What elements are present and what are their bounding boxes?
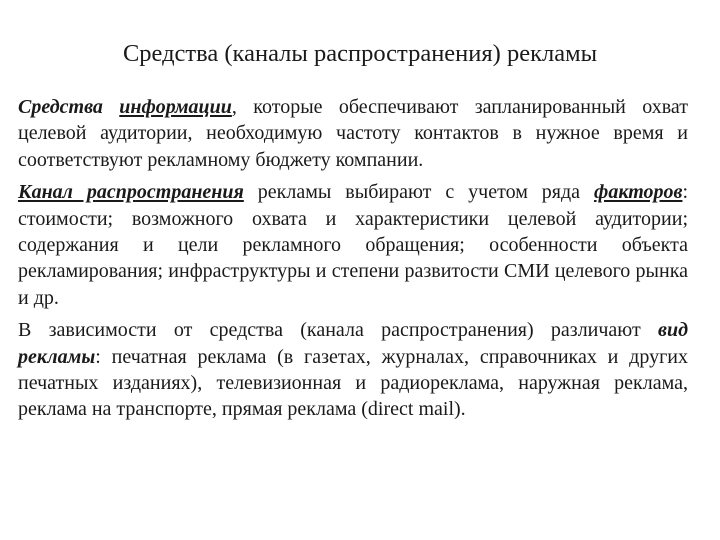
text: [103, 96, 119, 118]
paragraph-channel: [18, 179, 688, 311]
text: В зависимости от средства (канала распространения) различают: [18, 319, 659, 342]
slide-body: [18, 94, 688, 429]
term-information: информации: [119, 96, 232, 118]
text: рекламы выбирают с учетом ряда: [243, 181, 595, 204]
paragraph-media: [18, 94, 688, 173]
text: , которые обеспечивают запланированный охват целевой аудитории, необходимую частоту контактов в нужное время и соответствуют рекламному бюджету компании.: [18, 96, 689, 171]
term-factors: факторов: [594, 181, 683, 204]
slide-title: Средства (каналы распространения) рекламы: [122, 40, 598, 67]
term-channel: Канал распространения: [18, 181, 244, 204]
paragraph-types: [18, 317, 688, 423]
text: : стоимости; возможного охвата и характеристики целевой аудитории; содержания и цели рекламного обращения; особенности объекта рекламирования; инфраструктуры и степени развитости СМИ целевого рынка и др.: [18, 181, 689, 309]
term-media: Средства: [18, 96, 103, 118]
term-ad-type: вид рекламы: [18, 319, 688, 368]
text: : печатная реклама (в газетах, журналах, справочниках и других печатных изданиях), телевизионная и радиореклама, наружная реклама, реклама на транспорте, прямая реклама (direct mail).: [18, 345, 688, 421]
